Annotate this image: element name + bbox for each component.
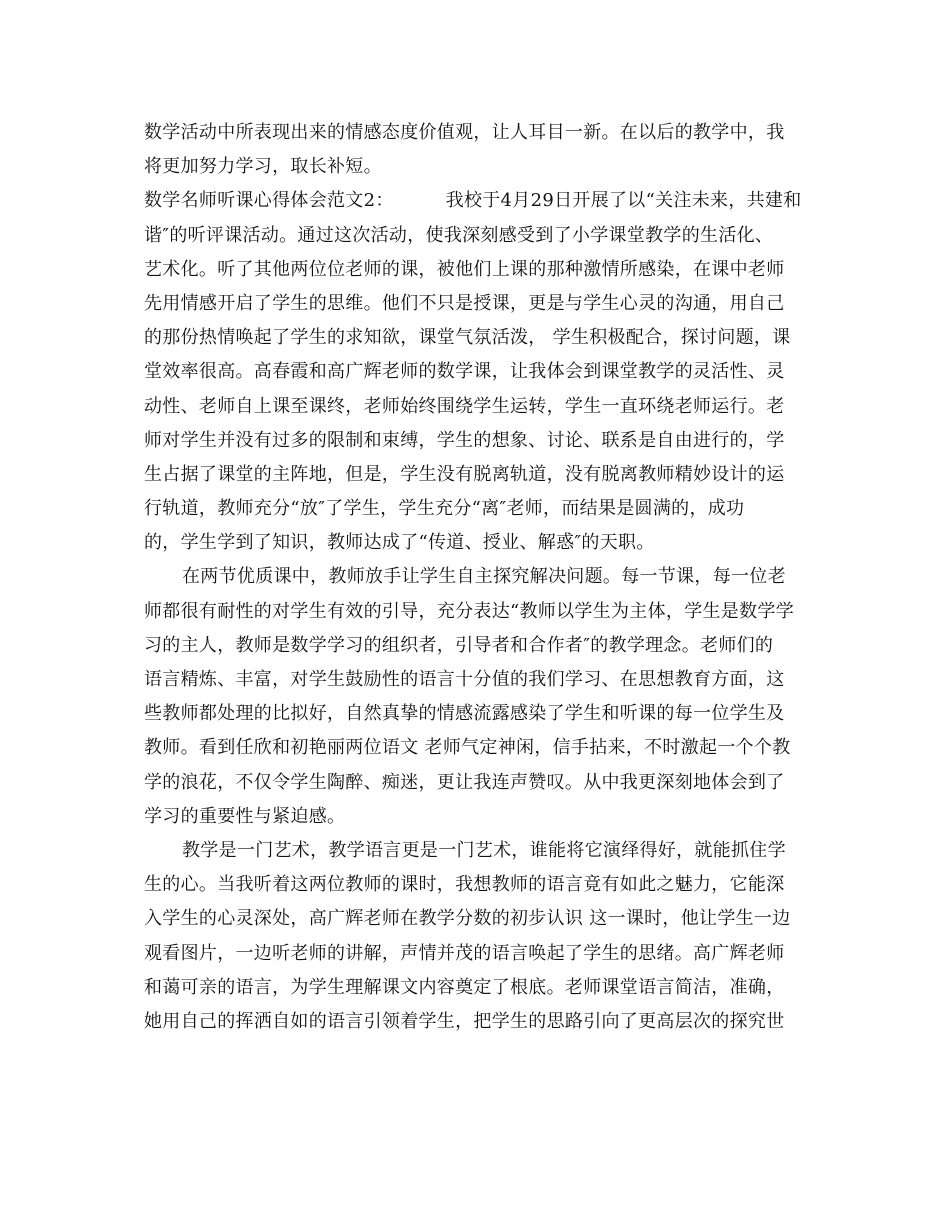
text-line: 艺术化。听了其他两位位老师的课，被他们上课的那种激情所感染，在课中老师 (144, 258, 785, 280)
text-line: 学习的重要性与紧迫感。 (144, 805, 346, 827)
text-line: 先用情感开启了学生的思维。他们不只是授课，更是与学生心灵的沟通，用自己 (144, 292, 785, 314)
document-body (144, 116, 814, 1039)
text-line: 教师。看到任欣和初艳丽两位语文 老师气定神闲，信手拈来，不时激起一个个教 (144, 737, 791, 759)
text-line: 她用自己的挥洒自如的语言引领着学生，把学生的思路引向了更高层次的探究世 (144, 1010, 785, 1032)
text-line: 堂效率很高。高春霞和高广辉老师的数学课，让我体会到课堂教学的灵活性、灵 (144, 361, 785, 383)
text-line: 数学活动中所表现出来的情感态度价值观，让人耳目一新。在以后的教学中，我 (144, 122, 785, 143)
text-line: 师对学生并没有过多的限制和束缚，学生的想象、讨论、联系是自由进行的，学 (144, 429, 785, 451)
text-line: 将更加努力学习，取长补短。 (144, 156, 382, 178)
text-line: 的那份热情唤起了学生的求知欲，课堂气氛活泼， 学生积极配合，探讨问题，课 (144, 327, 791, 349)
text-line-with-heading (144, 184, 814, 218)
paragraph-start-line: 教学是一门艺术，教学语言更是一门艺术，谁能将它演绎得好，就能抓住学 (182, 839, 786, 861)
text-line: 观看图片，一边听老师的讲解，声情并茂的语言唤起了学生的思绪。高广辉老师 (144, 942, 785, 964)
text-line: 些教师都处理的比拟好，自然真挚的情感流露感染了学生和听课的每一位学生及 (144, 703, 785, 725)
text-line: 语言精炼、丰富，对学生鼓励性的语言十分值的我们学习、在思想教育方面，这 (144, 669, 785, 690)
text-line: 和蔼可亲的语言，为学生理解课文内容奠定了根底。老师课堂语言简洁，准确， (144, 976, 785, 998)
text-line: 学的浪花，不仅令学生陶醉、痴迷，更让我连声赞叹。从中我更深刻地体会到了 (144, 771, 785, 793)
text-line: 动性、老师自上课至课终，老师始终围绕学生运转，学生一直环绕老师运行。老 (144, 395, 785, 417)
text-line: 生的心。当我听着这两位教师的课时，我想教师的语言竟有如此之魅力，它能深 (144, 874, 785, 896)
text-line: 谐″的听评课活动。通过这次活动，使我深刻感受到了小学课堂教学的生活化、 (144, 224, 774, 246)
text-line: 的，学生学到了知识，教师达成了“传道、授业、解惑″的天职。 (144, 532, 655, 554)
paragraph-start-line: 在两节优质课中，教师放手让学生自主探究解决问题。每一节课，每一位老 (182, 566, 786, 588)
text-line: 师都很有耐性的对学生有效的引导，充分表达“教师以学生为主体，学生是数学学 (144, 600, 794, 622)
text-line: 习的主人，教师是数学学习的组织者，引导者和合作者″的教学理念。老师们的 (144, 634, 774, 656)
text-line: 行轨道，教师充分“放″了学生，学生充分“离″老师，而结果是圆满的，成功 (144, 498, 745, 520)
text-line: 入学生的心灵深处，高广辉老师在教学分数的初步认识 这一课时，他让学生一边 (144, 908, 791, 930)
text-line: 生占据了课堂的主阵地，但是，学生没有脱离轨道，没有脱离教师精妙设计的运 (144, 463, 785, 485)
text-line: 我校于4月29日开展了以“关注未来，共建和 (445, 190, 802, 212)
essay-heading: 数学名师听课心得体会范文2： (144, 190, 394, 212)
